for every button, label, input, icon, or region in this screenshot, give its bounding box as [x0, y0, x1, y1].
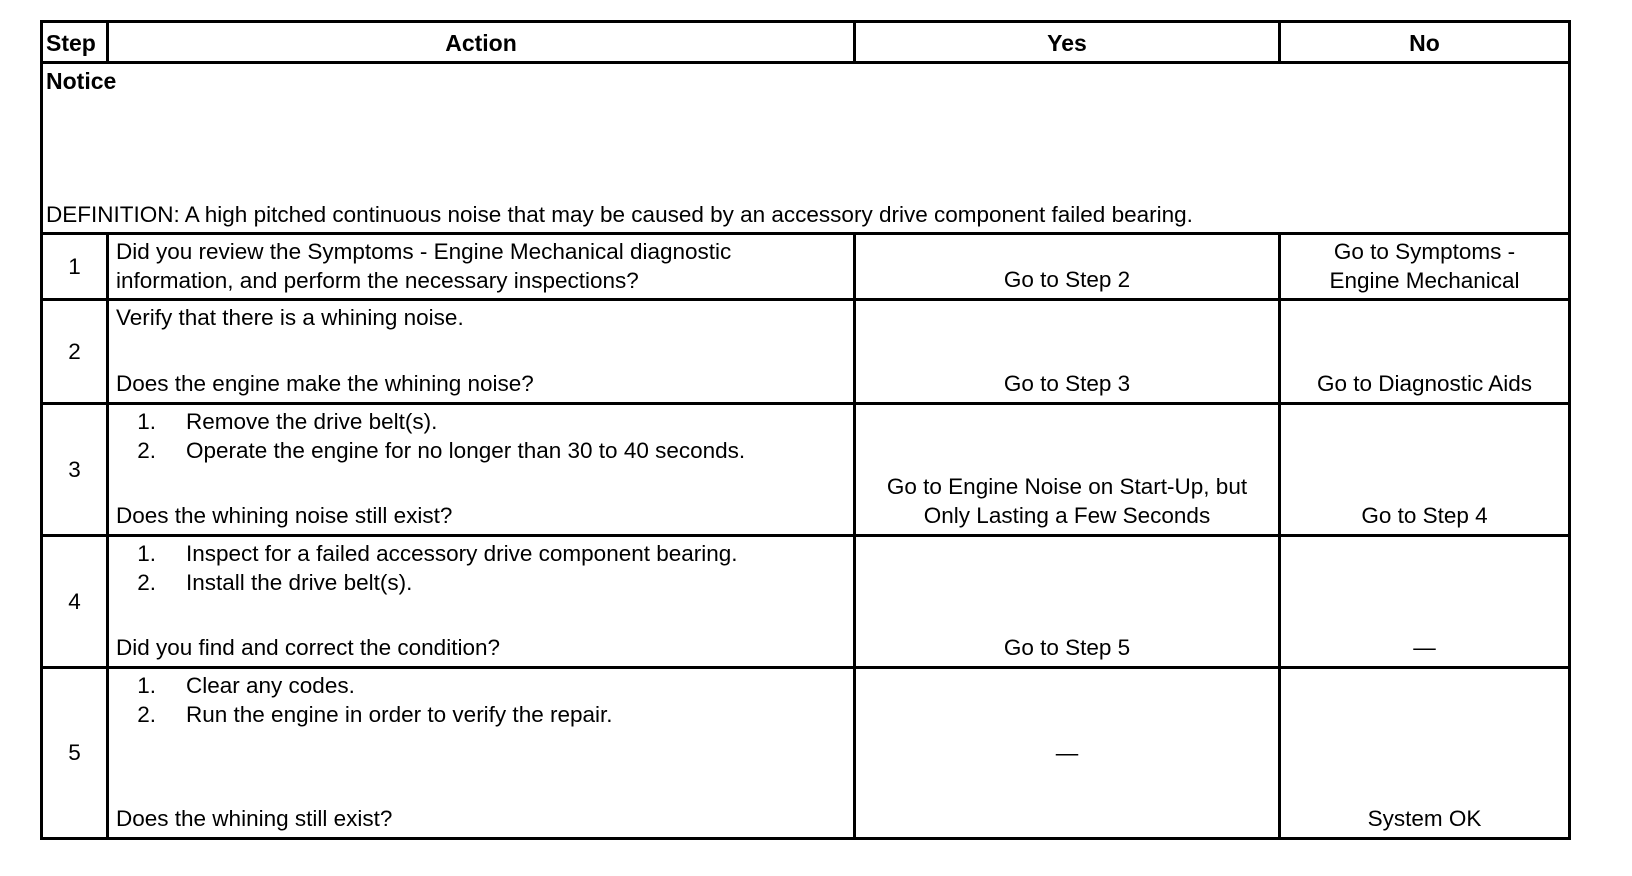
action-cell: [109, 301, 856, 402]
no-result: —: [1413, 635, 1436, 660]
table-header-row: [43, 23, 1568, 64]
yes-cell: [856, 669, 1281, 837]
yes-result: Go to Step 3: [1003, 371, 1131, 396]
yes-result: Go to Engine Noise on Start-Up, but: [886, 474, 1248, 499]
step-number: 2: [43, 301, 109, 402]
no-cell: [1281, 235, 1568, 298]
yes-result: —: [1055, 740, 1079, 766]
yes-cell: [856, 235, 1281, 298]
action-list: [116, 671, 847, 729]
step-number: 4: [43, 537, 109, 666]
header-step: Step: [43, 23, 109, 61]
notice-row: [43, 64, 1568, 235]
yes-result: Only Lasting a Few Seconds: [923, 503, 1211, 528]
action-cell: [109, 235, 856, 298]
list-item: 2. Run the engine in order to verify the repair.: [137, 702, 613, 727]
list-item: 2. Operate the engine for no longer than 30 to 40 seconds.: [137, 438, 746, 463]
notice-title: Notice: [46, 68, 117, 94]
step-number: 3: [43, 405, 109, 534]
yes-cell: [856, 405, 1281, 534]
no-cell: [1281, 301, 1568, 402]
step-number: 1: [43, 235, 109, 298]
table-row-step-4: [43, 537, 1568, 669]
list-item: 1. Remove the drive belt(s).: [137, 409, 438, 434]
yes-result: Go to Step 2: [1003, 267, 1131, 292]
action-intro: Verify that there is a whining noise.: [116, 305, 464, 330]
header-yes: Yes: [856, 23, 1281, 61]
no-cell: [1281, 405, 1568, 534]
action-question: Does the whining noise still exist?: [116, 503, 453, 528]
diagnostic-table: [40, 20, 1571, 840]
action-question: Does the whining still exist?: [116, 806, 393, 831]
yes-cell: [856, 537, 1281, 666]
list-item: 1. Inspect for a failed accessory drive component bearing.: [137, 541, 738, 566]
action-cell: [109, 405, 856, 534]
list-item: 2. Install the drive belt(s).: [137, 570, 413, 595]
action-list: [116, 407, 847, 465]
notice-definition: DEFINITION: A high pitched continuous noise that may be caused by an accessory drive component failed bearing.: [46, 202, 1193, 227]
header-no: No: [1409, 30, 1440, 56]
table-row-step-3: [43, 405, 1568, 537]
table-row-step-1: [43, 235, 1568, 301]
table-row-step-5: [43, 669, 1568, 837]
yes-cell: [856, 301, 1281, 402]
step-number: 5: [43, 669, 109, 837]
no-result: System OK: [1367, 806, 1482, 831]
list-item: 1. Clear any codes.: [137, 673, 355, 698]
no-result: Go to Symptoms -: [1333, 239, 1516, 264]
table-row-step-2: [43, 301, 1568, 405]
action-cell: [109, 537, 856, 666]
action-list: [116, 539, 847, 597]
yes-result: Go to Step 5: [1003, 635, 1131, 660]
action-cell: [109, 669, 856, 837]
action-text: Did you review the Symptoms - Engine Mechanical diagnostic: [116, 239, 732, 264]
no-result: Go to Diagnostic Aids: [1316, 371, 1533, 396]
no-result: Engine Mechanical: [1329, 268, 1520, 293]
action-question: Did you find and correct the condition?: [116, 635, 500, 660]
action-text: information, and perform the necessary inspections?: [116, 268, 639, 293]
no-cell: [1281, 669, 1568, 837]
no-result: Go to Step 4: [1361, 503, 1488, 528]
action-question: Does the engine make the whining noise?: [116, 371, 534, 396]
no-cell: [1281, 537, 1568, 666]
header-action: Action: [109, 23, 856, 61]
